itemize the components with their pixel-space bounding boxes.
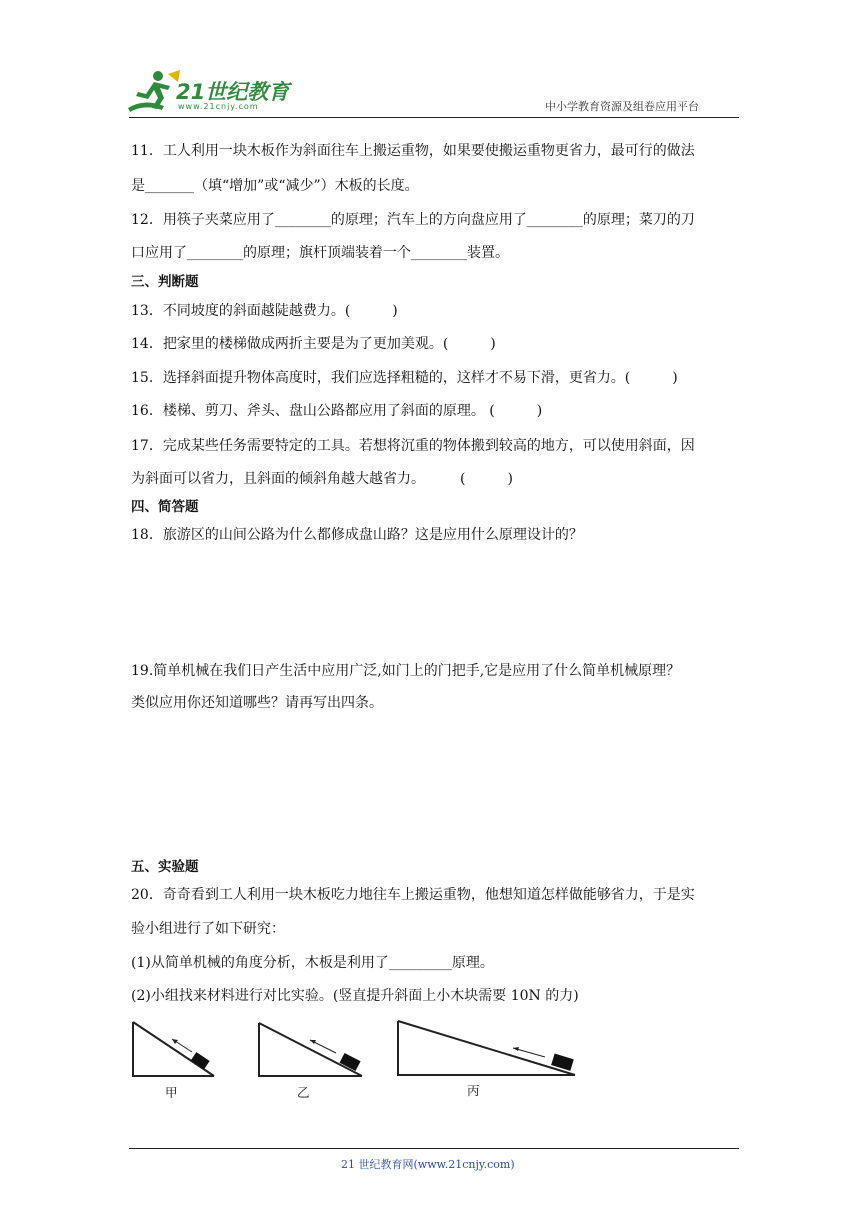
question-20-part-2: (2)小组找来材料进行对比实验。(竖直提升斜面上小木块需要 10N 的力) (131, 988, 579, 1004)
question-13: 13．不同坡度的斜面越陡越费力。( ) (131, 303, 398, 319)
question-17-line-1: 17．完成某些任务需要特定的工具。若想将沉重的物体搬到较高的地方，可以使用斜面，因 (131, 438, 695, 454)
platform-name: 中小学教育资源及组卷应用平台 (545, 100, 699, 113)
question-19-line-1: 19.简单机械在我们日产生活中应用广泛,如门上的门把手,它是应用了什么简单机械原理？ (131, 663, 681, 679)
logo-url: www.21cnjy.com (178, 102, 259, 111)
header-divider (129, 117, 739, 118)
question-17-line-2: 为斜面可以省力，且斜面的倾斜角越大越省力。 ( ) (131, 471, 513, 487)
question-20-line-2: 验小组进行了如下研究： (131, 921, 285, 937)
incline-yi-diagram (256, 1020, 368, 1080)
label-yi: 乙 (297, 1085, 310, 1100)
question-11-line-1: 11．工人利用一块木板作为斜面往车上搬运重物，如果要使搬运重物更省力，最可行的做法 (131, 143, 695, 159)
question-18: 18．旅游区的山间公路为什么都修成盘山路？这是应用什么原理设计的？ (131, 527, 583, 543)
question-14: 14．把家里的楼梯做成两折主要是为了更加美观。( ) (131, 336, 496, 352)
section-short-answer-title: 四、简答题 (131, 499, 199, 515)
section-experiment-title: 五、实验题 (131, 859, 199, 875)
question-11-line-2: 是_______（填“增加”或“减少”）木板的长度。 (131, 178, 419, 194)
label-bing: 丙 (467, 1083, 480, 1098)
section-judgment-title: 三、判断题 (131, 274, 199, 290)
question-16: 16．楼梯、剪刀、斧头、盘山公路都应用了斜面的原理。 ( ) (131, 403, 543, 419)
question-12-line-1: 12．用筷子夹菜应用了________的原理；汽车上的方向盘应用了________的原理；菜刀的刀 (131, 212, 695, 228)
question-12-line-2: 口应用了________的原理；旗杆顶端装着一个________装置。 (131, 245, 509, 261)
runner-logo-icon (124, 68, 184, 116)
logo-text: 21世纪教育 (176, 80, 290, 104)
question-20-line-1: 20．奇奇看到工人利用一块木板吃力地往车上搬运重物，他想知道怎样做能够省力，于是实 (131, 887, 695, 903)
question-15: 15．选择斜面提升物体高度时，我们应选择粗糙的，这样才不易下滑，更省力。( ) (131, 370, 678, 386)
incline-bing-diagram (395, 1018, 580, 1078)
footer-site-link[interactable]: 21 世纪教育网(www.21cnjy.com) (341, 1158, 515, 1171)
question-19-line-2: 类似应用你还知道哪些？请再写出四条。 (131, 695, 383, 711)
incline-jia-diagram (130, 1018, 220, 1080)
logo (124, 68, 294, 118)
label-jia: 甲 (165, 1085, 178, 1100)
question-20-part-1: (1)从简单机械的角度分析，木板是利用了_________原理。 (131, 955, 494, 971)
footer-divider (129, 1148, 739, 1149)
